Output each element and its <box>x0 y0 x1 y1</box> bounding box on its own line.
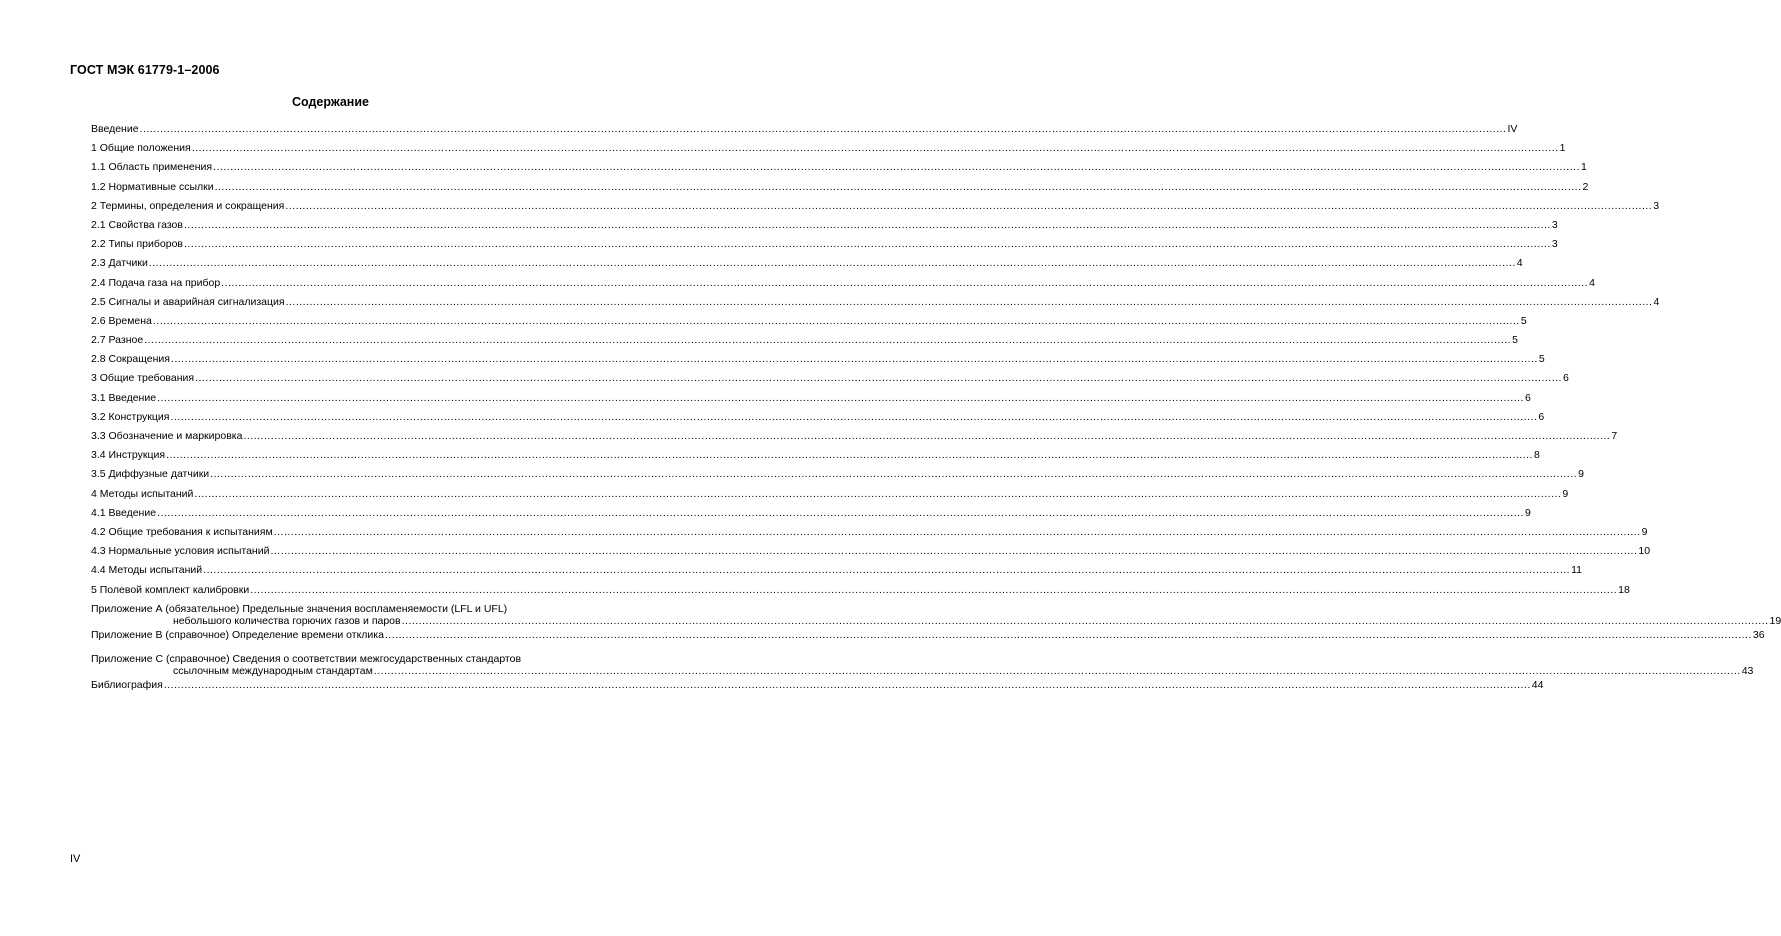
dot-leader: ................................................................................................................................................................................................................................................................................................................................................................................................................ <box>203 564 1571 577</box>
toc-entry[interactable] <box>91 276 1595 296</box>
toc-entry-label: 3.3 Обозначение и маркировка <box>91 430 243 442</box>
toc-entry-label: 3.5 Диффузные датчики <box>91 468 210 481</box>
toc-entry[interactable] <box>91 334 1518 353</box>
toc-entry-page: 5 <box>1520 314 1527 327</box>
toc-entry-label: 2.6 Времена <box>91 314 152 327</box>
toc-entry-line <box>91 372 1569 385</box>
dot-leader: ................................................................................................................................................................................................................................................................................................................................................................................................................ <box>148 257 1516 270</box>
toc-entry-page: 6 <box>1562 372 1569 385</box>
toc-entry[interactable] <box>91 468 1584 487</box>
toc-entry-label: 1.2 Нормативные ссылки <box>91 180 214 193</box>
toc-entry-label: 2.1 Свойства газов <box>91 218 183 231</box>
toc-entry-page: 6 <box>1524 391 1531 404</box>
toc-entry-page: 4 <box>1653 295 1660 308</box>
toc-entry-page: IV <box>1507 123 1518 135</box>
toc-entry-line <box>91 506 1531 520</box>
toc-entry-line <box>91 257 1523 270</box>
toc-entry-label: 2.7 Разное <box>91 334 144 347</box>
toc-entry-line <box>91 334 1518 347</box>
toc-entry[interactable] <box>91 372 1569 391</box>
toc-entry[interactable] <box>91 545 1651 564</box>
toc-entry-label: 3.4 Инструкция <box>91 449 166 462</box>
dot-leader: ................................................................................................................................................................................................................................................................................................................................................................................................................ <box>163 678 1531 691</box>
dot-leader: ................................................................................................................................................................................................................................................................................................................................................................................................................ <box>183 238 1551 251</box>
toc-entry[interactable] <box>91 449 1540 468</box>
toc-entry[interactable] <box>91 180 1589 200</box>
toc-entry-page: 4 <box>1589 276 1595 289</box>
toc-entry-page: 5 <box>1538 353 1545 366</box>
toc-entry[interactable] <box>91 199 1660 219</box>
toc-entry[interactable] <box>91 678 1544 698</box>
dot-leader: ................................................................................................................................................................................................................................................................................................................................................................................................................ <box>373 664 1741 677</box>
toc-entry-label: Библиография <box>91 678 163 691</box>
toc-entry-line <box>91 410 1545 424</box>
page-number: IV <box>70 853 81 865</box>
dot-leader: ................................................................................................................................................................................................................................................................................................................................................................................................................ <box>250 583 1618 596</box>
dot-leader: ................................................................................................................................................................................................................................................................................................................................................................................................................ <box>170 353 1538 366</box>
dot-leader: ................................................................................................................................................................................................................................................................................................................................................................................................................ <box>152 314 1520 327</box>
toc-entry[interactable] <box>91 410 1545 430</box>
dot-leader: ................................................................................................................................................................................................................................................................................................................................................................................................................ <box>213 161 1580 174</box>
toc-entry-line <box>91 614 1781 628</box>
toc-entry[interactable] <box>91 583 1630 603</box>
toc-entry-label-continued: небольшого количества горючих газов и паров <box>173 614 401 627</box>
dot-leader: ................................................................................................................................................................................................................................................................................................................................................................................................................ <box>144 334 1512 347</box>
toc-entry[interactable] <box>91 487 1569 507</box>
toc-entry-label: 2.8 Сокращения <box>91 353 170 366</box>
toc-entry-label: 2 Термины, определения и сокращения <box>91 199 285 212</box>
toc-entry-page: 2 <box>1582 180 1589 193</box>
toc-entry-page: 4 <box>1516 257 1523 270</box>
dot-leader: ................................................................................................................................................................................................................................................................................................................................................................................................................ <box>183 218 1551 231</box>
toc-entry-label: 2.4 Подача газа на прибор <box>91 276 221 289</box>
toc-entry-line <box>91 218 1558 232</box>
toc-entry[interactable] <box>91 652 1754 679</box>
toc-entry-line <box>91 353 1545 366</box>
toc-entry-label: Приложение В (справочное) Определение времени отклика <box>91 628 384 641</box>
toc-entry-line <box>91 628 1765 642</box>
toc-entry-line <box>91 180 1589 194</box>
toc-entry-line <box>91 449 1540 462</box>
toc-entry-page: 1 <box>1580 161 1587 174</box>
toc-entry-label: 3 Общие требования <box>91 372 195 385</box>
toc-entry[interactable] <box>91 564 1582 583</box>
dot-leader: ................................................................................................................................................................................................................................................................................................................................................................................................................ <box>214 180 1582 193</box>
toc-entry-page: 3 <box>1551 238 1558 251</box>
toc-entry[interactable] <box>91 161 1587 180</box>
toc-entry[interactable] <box>91 353 1545 372</box>
toc-entry-line <box>91 468 1584 481</box>
dot-leader: ................................................................................................................................................................................................................................................................................................................................................................................................................ <box>170 410 1538 423</box>
toc-entry-line <box>91 525 1648 539</box>
table-of-contents <box>91 123 1781 698</box>
dot-leader: ................................................................................................................................................................................................................................................................................................................................................................................................................ <box>194 487 1562 500</box>
toc-entry-line <box>91 391 1531 405</box>
toc-entry-page: 11 <box>1571 564 1582 577</box>
toc-entry-page: 3 <box>1653 199 1660 212</box>
toc-entry[interactable] <box>91 257 1523 276</box>
toc-entry[interactable] <box>91 295 1660 315</box>
toc-entry-label: 4.1 Введение <box>91 506 157 519</box>
toc-entry-label: Приложение С (справочное) Сведения о соответствии межгосударственных стандартов <box>91 652 522 665</box>
dot-leader: ................................................................................................................................................................................................................................................................................................................................................................................................................ <box>157 391 1524 404</box>
toc-entry-line <box>91 238 1558 251</box>
dot-leader: ................................................................................................................................................................................................................................................................................................................................................................................................................ <box>221 276 1589 289</box>
toc-entry-line <box>91 430 1618 443</box>
dot-leader: ................................................................................................................................................................................................................................................................................................................................................................................................................ <box>243 430 1611 442</box>
toc-entry-page: 7 <box>1611 430 1618 442</box>
toc-entry-line <box>91 161 1587 174</box>
toc-entry-page: 9 <box>1562 487 1569 500</box>
dot-leader: ................................................................................................................................................................................................................................................................................................................................................................................................................ <box>384 628 1752 641</box>
toc-entry-page: 3 <box>1551 218 1558 231</box>
toc-entry-page: 1 <box>1559 142 1566 155</box>
dot-leader: ................................................................................................................................................................................................................................................................................................................................................................................................................ <box>166 449 1533 462</box>
toc-entry-line <box>91 487 1569 501</box>
dot-leader: ................................................................................................................................................................................................................................................................................................................................................................................................................ <box>210 468 1578 481</box>
toc-entry-label: 3.2 Конструкция <box>91 410 170 423</box>
toc-entry-page: 10 <box>1638 545 1651 558</box>
toc-entry-line <box>91 583 1630 597</box>
toc-entry-label: 1.1 Область применения <box>91 161 213 174</box>
dot-leader: ................................................................................................................................................................................................................................................................................................................................................................................................................ <box>285 199 1653 212</box>
dot-leader: ................................................................................................................................................................................................................................................................................................................................................................................................................ <box>285 295 1653 308</box>
document-code: ГОСТ МЭК 61779-1–2006 <box>70 63 220 77</box>
dot-leader: ................................................................................................................................................................................................................................................................................................................................................................................................................ <box>270 545 1638 558</box>
toc-entry-page: 18 <box>1618 583 1630 596</box>
toc-entry-label: Приложение А (обязательное) Предельные значения воспламеняемости (LFL и UFL) <box>91 602 508 615</box>
toc-entry-label: 2.3 Датчики <box>91 257 148 270</box>
toc-entry-label-continued: ссылочным международным стандартам <box>173 664 373 677</box>
toc-entry[interactable] <box>91 525 1648 545</box>
toc-entry-page: 44 <box>1531 678 1544 691</box>
toc-entry[interactable] <box>91 123 1518 142</box>
toc-entry-line <box>91 199 1660 213</box>
toc-entry-page: 9 <box>1578 468 1584 481</box>
toc-entry-label: 4.2 Общие требования к испытаниям <box>91 525 273 538</box>
toc-entry-line <box>91 142 1566 155</box>
toc-entry[interactable] <box>91 628 1765 653</box>
toc-entry-label: 1 Общие положения <box>91 142 191 155</box>
toc-entry-label: 2.2 Типы приборов <box>91 238 183 251</box>
toc-entry-line <box>91 678 1544 692</box>
dot-leader: ................................................................................................................................................................................................................................................................................................................................................................................................................ <box>195 372 1562 385</box>
toc-entry-page: 19 <box>1769 614 1781 627</box>
toc-entry-line <box>91 664 1754 678</box>
toc-entry-page: 8 <box>1533 449 1540 462</box>
toc-entry-label: 4 Методы испытаний <box>91 487 194 500</box>
toc-entry-label: 5 Полевой комплект калибровки <box>91 583 250 596</box>
toc-entry-line <box>91 123 1518 136</box>
toc-entry-page: 9 <box>1641 525 1648 538</box>
toc-entry-label: Введение <box>91 123 139 135</box>
toc-title: Содержание <box>291 95 369 109</box>
dot-leader: ................................................................................................................................................................................................................................................................................................................................................................................................................ <box>157 506 1524 519</box>
dot-leader: ................................................................................................................................................................................................................................................................................................................................................................................................................ <box>191 142 1559 155</box>
toc-entry[interactable] <box>91 238 1558 257</box>
toc-entry-label: 2.5 Сигналы и аварийная сигнализация <box>91 295 285 308</box>
toc-entry[interactable] <box>91 506 1531 526</box>
dot-leader: ................................................................................................................................................................................................................................................................................................................................................................................................................ <box>273 525 1641 538</box>
toc-entry[interactable] <box>91 391 1531 411</box>
toc-entry-line <box>91 276 1595 290</box>
toc-entry-line <box>91 295 1660 309</box>
toc-entry[interactable] <box>91 602 1781 629</box>
toc-entry[interactable] <box>91 142 1566 161</box>
toc-entry-label: 3.1 Введение <box>91 391 157 404</box>
dot-leader: ................................................................................................................................................................................................................................................................................................................................................................................................................ <box>139 123 1507 135</box>
toc-entry[interactable] <box>91 314 1527 334</box>
toc-entry-page: 43 <box>1741 664 1754 677</box>
toc-entry-page: 9 <box>1524 506 1531 519</box>
toc-entry-label: 4.4 Методы испытаний <box>91 564 203 577</box>
dot-leader: ................................................................................................................................................................................................................................................................................................................................................................................................................ <box>401 614 1769 627</box>
toc-entry[interactable] <box>91 430 1618 449</box>
toc-entry-label: 4.3 Нормальные условия испытаний <box>91 545 270 558</box>
toc-entry-line <box>91 564 1582 577</box>
toc-entry-line <box>91 545 1651 558</box>
toc-entry-page: 36 <box>1752 628 1765 641</box>
toc-entry-line <box>91 314 1527 328</box>
toc-entry-page: 5 <box>1512 334 1518 347</box>
toc-entry[interactable] <box>91 218 1558 238</box>
toc-entry-page: 6 <box>1538 410 1545 423</box>
